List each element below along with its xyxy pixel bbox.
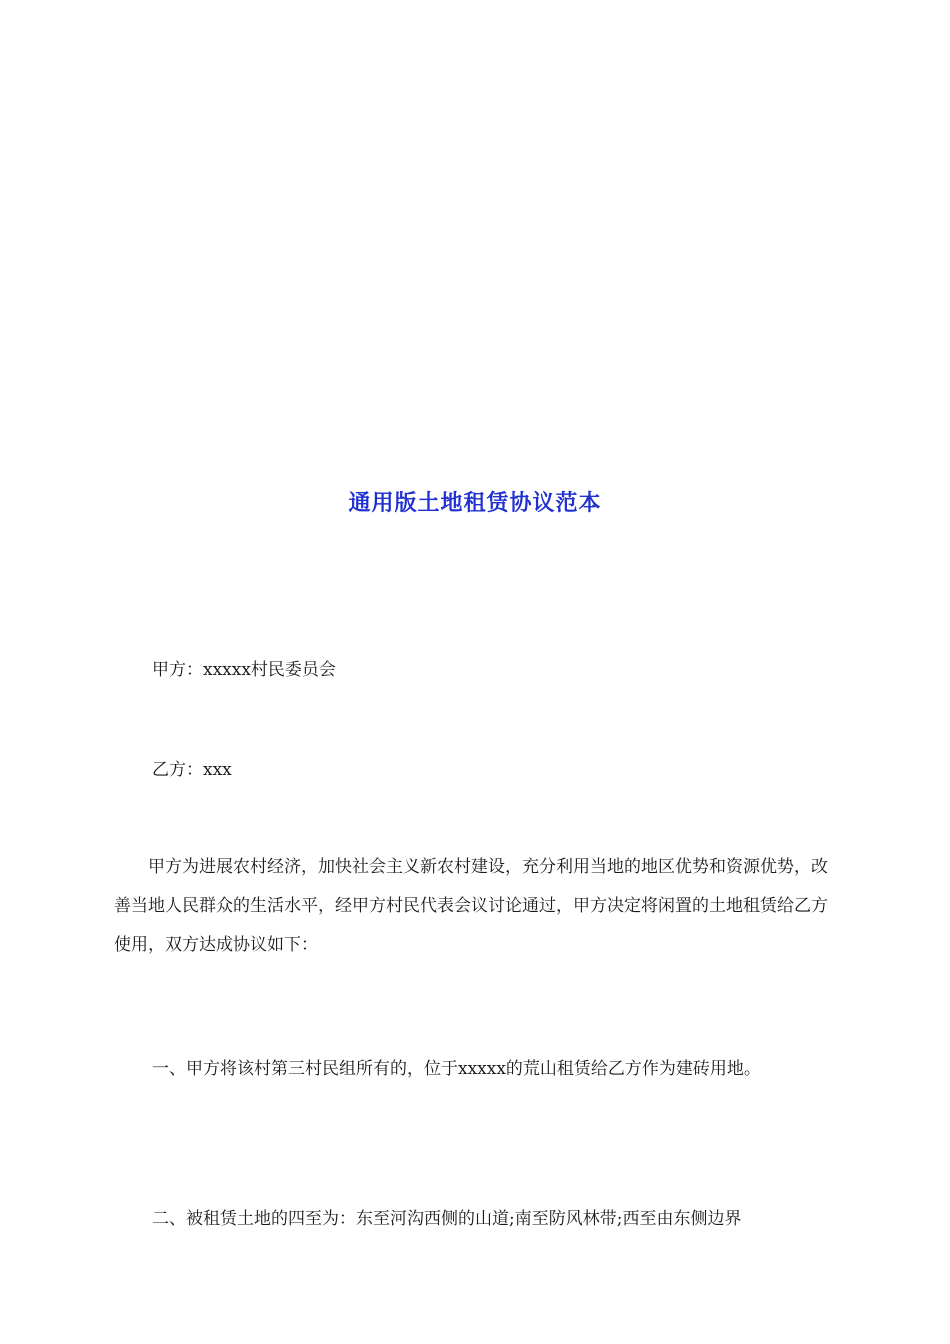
clause-1: 一、甲方将该村第三村民组所有的，位于xxxxx的荒山租赁给乙方作为建砖用地。 xyxy=(152,1059,761,1079)
party-b-line: 乙方：xxx xyxy=(152,760,232,780)
preamble-paragraph: 甲方为进展农村经济，加快社会主义新农村建设，充分利用当地的地区优势和资源优势，改善当地人民群众的生活水平，经甲方村民代表会议讨论通过，甲方决定将闲置的土地租赁给乙方使用，双方达成协议如下： xyxy=(114,857,828,955)
document-title: 通用版土地租赁协议范本 xyxy=(348,490,602,516)
clause-2: 二、被租赁土地的四至为：东至河沟西侧的山道;南至防风林带;西至由东侧边界 xyxy=(152,1209,742,1229)
party-a-line: 甲方：xxxxx村民委员会 xyxy=(152,660,336,680)
